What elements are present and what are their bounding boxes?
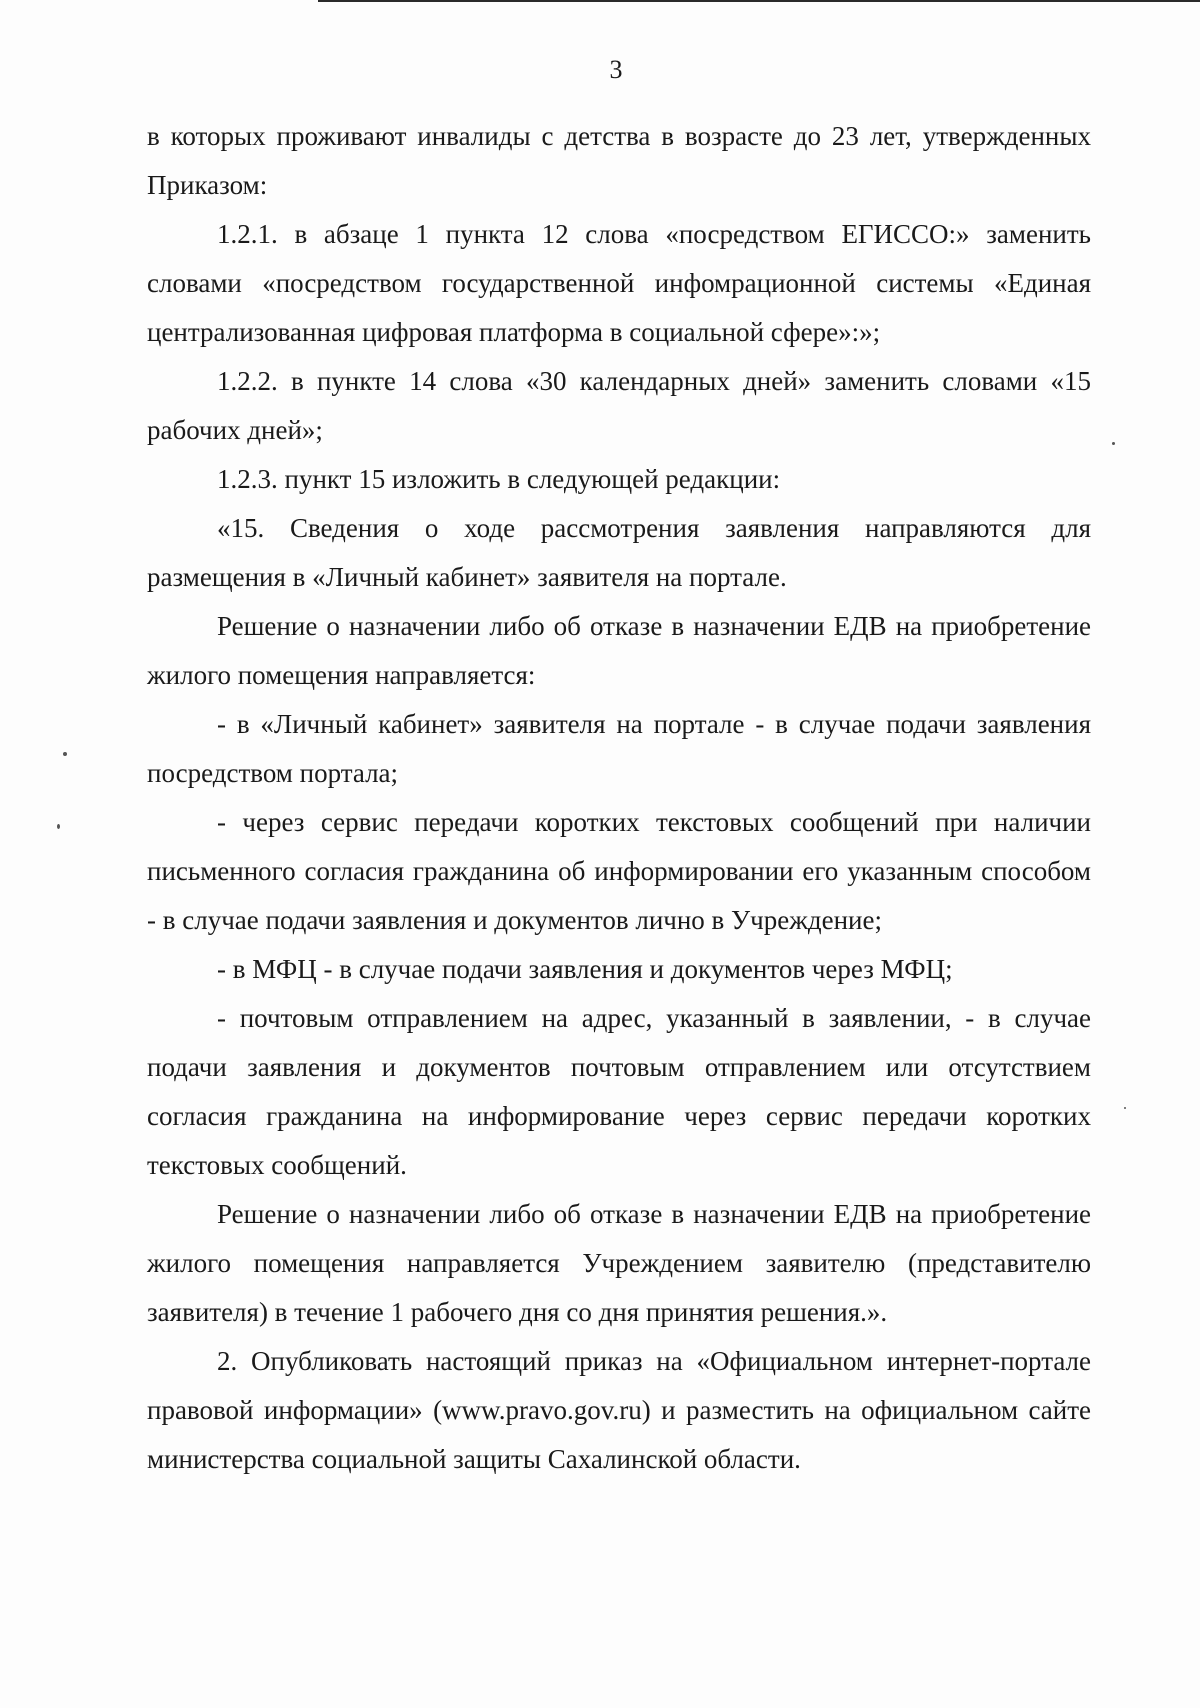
list-item-personal-cabinet: - в «Личный кабинет» заявителя на портале - в случае подачи заявления посредством портала; (147, 709, 1091, 788)
paragraph-item-15: «15. Сведения о ходе рассмотрения заявления направляются для размещения в «Личный кабинет» заявителя на портале. (147, 513, 1091, 592)
scan-speck (1112, 442, 1115, 445)
list-item-postal: - почтовым отправлением на адрес, указанный в заявлении, - в случае подачи заявления и документов почтовым отправлением или отсутствием согласия гражданина на информирование через сервис передачи коротких текстовых сообщений. (147, 1003, 1091, 1180)
list-item-sms-service: - через сервис передачи коротких текстовых сообщений при наличии письменного согласия гражданина об информировании его указанным способом - в случае подачи заявления и документов лично в Учреждение; (147, 807, 1091, 935)
document-body (147, 112, 1091, 1484)
paragraph-decision-sent: Решение о назначении либо об отказе в назначении ЕДВ на приобретение жилого помещения направляется: (147, 611, 1091, 690)
paragraph-decision-timing: Решение о назначении либо об отказе в назначении ЕДВ на приобретение жилого помещения направляется Учреждением заявителю (представителю заявителя) в течение 1 рабочего дня со дня принятия решения.». (147, 1199, 1091, 1327)
page-number: 3 (609, 55, 623, 84)
scan-speck (57, 824, 60, 829)
paragraph-1-2-3: 1.2.3. пункт 15 изложить в следующей редакции: (217, 464, 781, 494)
paragraph-publish: 2. Опубликовать настоящий приказ на «Официальном интернет-портале правовой информации» (www.pravo.gov.ru) и разместить на официальном сайте министерства социальной защиты Сахалинской области. (147, 1346, 1091, 1474)
top-edge-rule (318, 0, 1200, 2)
scan-speck (63, 752, 67, 756)
paragraph-1-2-1: 1.2.1. в абзаце 1 пункта 12 слова «посредством ЕГИССО:» заменить словами «посредством государственной инфомрационной системы «Единая централизованная цифровая платформа в социальной сфере»:»; (147, 219, 1091, 347)
paragraph-1-2-2: 1.2.2. в пункте 14 слова «30 календарных дней» заменить словами «15 рабочих дней»; (147, 366, 1091, 445)
paragraph-continuation: в которых проживают инвалиды с детства в возрасте до 23 лет, утвержденных Приказом: (147, 121, 1091, 200)
list-item-mfc: - в МФЦ - в случае подачи заявления и документов через МФЦ; (217, 954, 953, 984)
scan-speck (1124, 1107, 1126, 1109)
